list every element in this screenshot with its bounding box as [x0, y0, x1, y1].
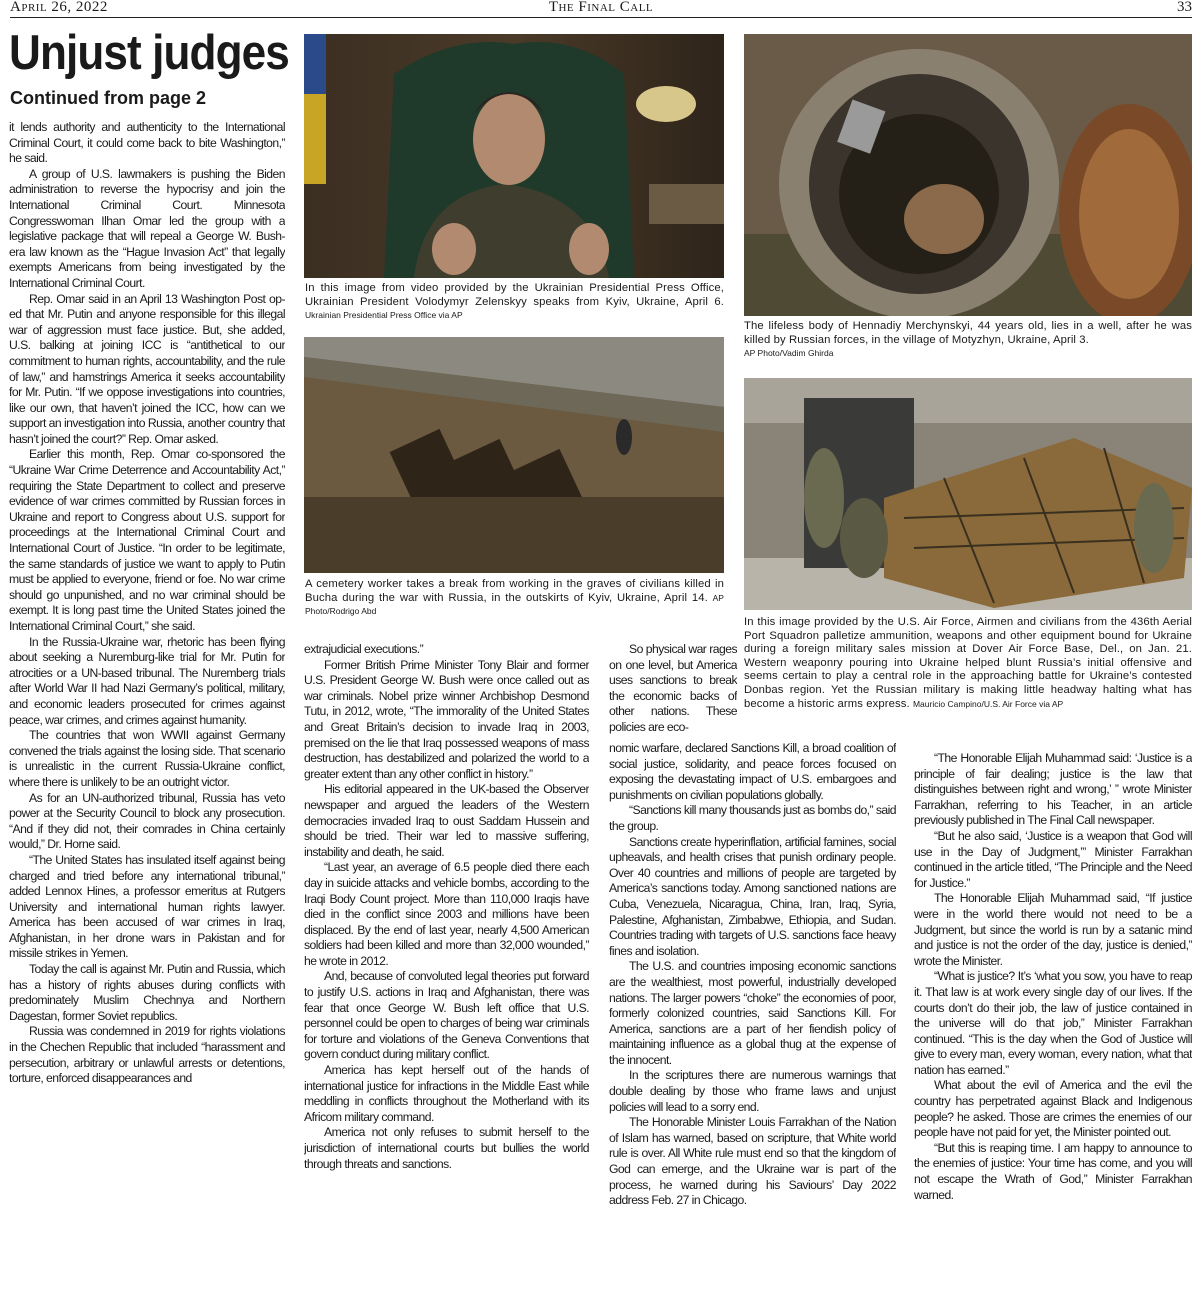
paragraph: America has kept herself out of the hands of international justice for infractions in the Middle East while meddling in conflicts throughout the Motherland with its Africom military command. [304, 1063, 589, 1124]
well-image [744, 34, 1192, 316]
paragraph: “The Honorable Elijah Muhammad said: ‘Justice is a principle of fair dealing; justice is the law that distinguishes between right and wrong,’ ” wrote Minister Farrakhan, referring to his Teacher, in an article previously published in The Final Call newspaper. [914, 751, 1192, 828]
running-header [10, 0, 1192, 18]
issue-date: April 26, 2022 [10, 0, 108, 15]
paragraph: “The United States has insulated itself against being charged and tried before any international tribunal,” added Lennox Hines, a professor emeritus at Rutgers University and international human rights lawyer. America has been accused of war crimes in Iraq, Afghanistan, in her drone wars in Pakistan and for missile strikes in Yemen. [9, 852, 285, 961]
paragraph: A group of U.S. lawmakers is pushing the Biden administration to reverse the hypocrisy and join the International Criminal Court. Minnesota Congresswoman Ilhan Omar led the group with a legislative package that will repeal a George W. Bush-era law known as the “Hague Invasion Act” that legally exempts Americans from being investigated by the International Criminal Court. [9, 166, 285, 290]
photo-well [744, 34, 1192, 316]
paragraph: Rep. Omar said in an April 13 Washington Post op-ed that Mr. Putin and anyone responsible for this illegal war of aggression must face justice. But, she added, U.S. balking at joining ICC is “antithetical to our commitment to human rights, accountability, and the rule of law,” and hamstrings America it seeks accountability for Mr. Putin. “If we oppose investigations into countries, like our own, that haven’t joined the ICC, how can we support an investigation into Russia, another country that hasn’t joined the court?” Rep. Omar asked. [9, 291, 285, 446]
article-column-3 [609, 741, 896, 1298]
article-column-1 [9, 120, 285, 1298]
paragraph: extrajudicial executions.” [304, 642, 424, 656]
paragraph: In the scriptures there are numerous warnings that double dealing by those who frame laws and unjust policies will lead to a sorry end. [609, 1068, 896, 1114]
graves-image [304, 337, 724, 573]
paragraph: Sanctions create hyperinflation, artificial famines, social upheavals, and health crises that punish ordinary people. Over 40 countries and millions of people are targeted by America’s sanctions today. Among sanctioned nations are Cuba, Venezuela, Nicaragua, China, Iran, Iraq, Syria, Palestine, Afghanistan, Zimbabwe, Ethiopia, and Sudan. Countries trading with targets of U.S. sanctions face heavy fines and isolation. [609, 834, 896, 958]
photo-graves [304, 337, 724, 573]
paragraph: Former British Prime Minister Tony Blair and former U.S. President George W. Bush were once called out as war criminals. Nobel prize winner Archbishop Desmond Tutu, in 2012, wrote, “The immorality of the United States and Great Britain’s decision to invade Iraq in 2003, premised on the lie that Iraq possessed weapons of mass destruction, has destabilized and polarized the world to a greater extent than any other conflict in history.” [304, 657, 589, 781]
photo-credit: Ukrainian Presidential Press Office via AP [305, 310, 463, 321]
zelenskyy-image [304, 34, 724, 278]
article-column-4 [914, 751, 1192, 1298]
paragraph: “But he also said, ‘Justice is a weapon that God will use in the Day of Judgment,’” Minister Farrakhan continued in the article titled, “The Principle and the Need for Justice.” [914, 828, 1192, 890]
photo-ammunition-caption [744, 616, 1192, 711]
paragraph: And, because of convoluted legal theories put forward to justify U.S. actions in Iraq and Afghanistan, there was fear that once George W. Bush left office that U.S. personnel could be open to charges of being war criminals for torture and violations of the Geneva Conventions that govern conduct during military conflict. [304, 969, 589, 1062]
paragraph: The countries that won WWII against Germany convened the trials against the losing side. That scenario is unrealistic in the current Russia-Ukraine conflict, where there is unlikely to be an outright victor. [9, 728, 285, 789]
paragraph: The Honorable Elijah Muhammad said, “If justice were in the world there would not need to be a Judgment, but since the world is run by a satanic mind and justice is not the order of the day, justice is denied,” wrote the Minister. [914, 891, 1192, 968]
photo-graves-caption [305, 578, 724, 619]
paragraph: it lends authority and authenticity to the International Criminal Court, it could come back to bite Washington,” he said. [9, 120, 285, 166]
paragraph: Earlier this month, Rep. Omar co-sponsored the “Ukraine War Crime Deterrence and Accountability Act,” requiring the State Department to collect and preserve evidence of war crimes committed by Russian forces in Ukraine and report to Congress about U.S. support for proceedings at the International Criminal Court and International Court of Justice. “In order to be legitimate, the same standards of justice we want to apply to Putin must be applied to everyone, friend or foe. No war crime should go unpunished, and no war criminal should be exempt. It is long past time the United States joined the International Criminal Court,” she said. [9, 447, 285, 633]
photo-ammunition [744, 378, 1192, 610]
photo-zelenskyy-caption [305, 282, 724, 323]
caption-text: A cemetery worker takes a break from working in the graves of civilians killed in Bucha during the war with Russia, in the outskirts of Kyiv, Ukraine, April 14. [305, 578, 724, 604]
page-number: 33 [1177, 0, 1192, 15]
paragraph: The Honorable Minister Louis Farrakhan of the Nation of Islam has warned, based on scripture, that White world rule is over. All White rule must end so that the kingdom of God can emerge, and the Ukraine war is part of the process, he warned during his Saviours’ Day 2022 address Feb. 27 in Chicago. [609, 1115, 896, 1208]
paragraph: As for an UN-authorized tribunal, Russia has veto power at the Security Council to block any prosecution. “And if they did not, their comrades in China certainly would,” Dr. Horne said. [9, 790, 285, 852]
paragraph: Today the call is against Mr. Putin and Russia, which has a history of rights abuses during conflicts with predominately Muslim Chechnya and Northern Dagestan, former Soviet republics. [9, 962, 285, 1023]
photo-zelenskyy [304, 34, 724, 278]
paragraph: “Sanctions kill many thousands just as bombs do,” said the group. [609, 803, 896, 833]
subhead: Continued from page 2 [10, 88, 207, 108]
paragraph: “What is justice? It’s ‘what you sow, you have to reap it. That law is at work every single day of our lives. If the courts don’t do their job, the law of justice contained in the universe will do that job,” Minister Farrakhan continued. “This is the day when the God of Justice will give to every man, every woman, every nation, what that nation has earned.” [914, 969, 1192, 1077]
photo-credit: Mauricio Campino/U.S. Air Force via AP [912, 698, 1064, 709]
paragraph: His editorial appeared in the UK-based the Observer newspaper and argued the leaders of the Western democracies invaded Iraq to oust Saddam Hussein and should be tried. Their war led to massive suffering, instability and death, he said. [304, 782, 589, 859]
paragraph: America not only refuses to submit herself to the jurisdiction of international courts but bullies the world through threats and sanctions. [304, 1125, 589, 1171]
paragraph: “Last year, an average of 6.5 people died there each day in suicide attacks and vehicle bombs, according to the Iraqi Body Count project. More than 110,000 Iraqis have died in the conflict since 2003 and millions have been displaced. By the end of last year, nearly 4,500 American soldiers had been killed and more than 32,000 wounded,” he wrote in 2012. [304, 860, 589, 968]
paragraph: In the Russia-Ukraine war, rhetoric has been flying about seeking a Nuremburg-like trial for Mr. Putin for atrocities or a UN-based tribunal. The Nuremberg trials after World War II had Nazi Germany’s political, military, and economic leaders prosecuted for crimes against peace, war crimes, and crimes against humanity. [9, 634, 285, 727]
photo-credit: AP Photo/Rodrigo Abd [305, 592, 724, 617]
paragraph: Russia was condemned in 2019 for rights violations in the Chechen Republic that included “harassment and persecution, arbitrary or unlawful arrests or detentions, torture, enforced disappearances and [9, 1024, 285, 1086]
headline: Unjust judges [9, 26, 289, 80]
caption-text: In this image from video provided by the Ukrainian Presidential Press Office, Ukrainian President Volodymyr Zelenskyy speaks from Kyiv, Ukraine, April 6. [305, 282, 724, 308]
caption-text: The lifeless body of Hennadiy Merchynskyi, 44 years old, lies in a well, after he was killed by Russian forces, in the village of Motyzhyn, Ukraine, April 3. [744, 320, 1192, 346]
photo-well-caption [744, 320, 1192, 361]
paragraph: nomic warfare, declared Sanctions Kill, a broad coalition of social justice, solidarity, and peace forces focused on exposing the devastating impact of U.S. embargoes and punishments on civilian populations globally. [609, 741, 896, 802]
publication-name: The Final Call [548, 0, 654, 15]
paragraph: So physical war rages on one level, but America uses sanctions to break the economic backs of other nations. These policies are eco- [609, 642, 737, 734]
caption-text: In this image provided by the U.S. Air Force, Airmen and civilians from the 436th Aerial Port Squadron palletize ammunition, weapons and other equipment bound for Ukraine during a foreign military sales mission at Dover Air Force Base, Del., on Jan. 21. Western weaponry pouring into Ukraine helped blunt Russia’s initial offensive and seems certain to play a central role in the approaching battle for Ukraine’s contested Donbas region. Yet the Russian military is making little headway halting what has become a historic arms express. [744, 616, 1192, 710]
article-column-3-top [609, 642, 737, 752]
paragraph: The U.S. and countries imposing economic sanctions are the wealthiest, most powerful, industrially developed nations. The larger powers “choke” the economies of poor, formerly colonized countries, said Sanctions Kill. For America, sanctions are a part of her fiendish policy of maintaining influence as a global thug at the expense of the innocent. [609, 959, 896, 1067]
photo-credit: AP Photo/Vadim Ghirda [744, 348, 834, 359]
ammunition-image [744, 378, 1192, 610]
article-column-2 [304, 642, 589, 1298]
paragraph: “But this is reaping time. I am happy to announce to the enemies of justice: Your time has come, and you will not escape the Wrath of God,” Minister Farrakhan warned. [914, 1140, 1192, 1202]
paragraph: What about the evil of America and the evil the country has perpetrated against Black and Indigenous people? he asked. Those are crimes the enemies of our people have not paid for yet, the Minister pointed out. [914, 1078, 1192, 1140]
